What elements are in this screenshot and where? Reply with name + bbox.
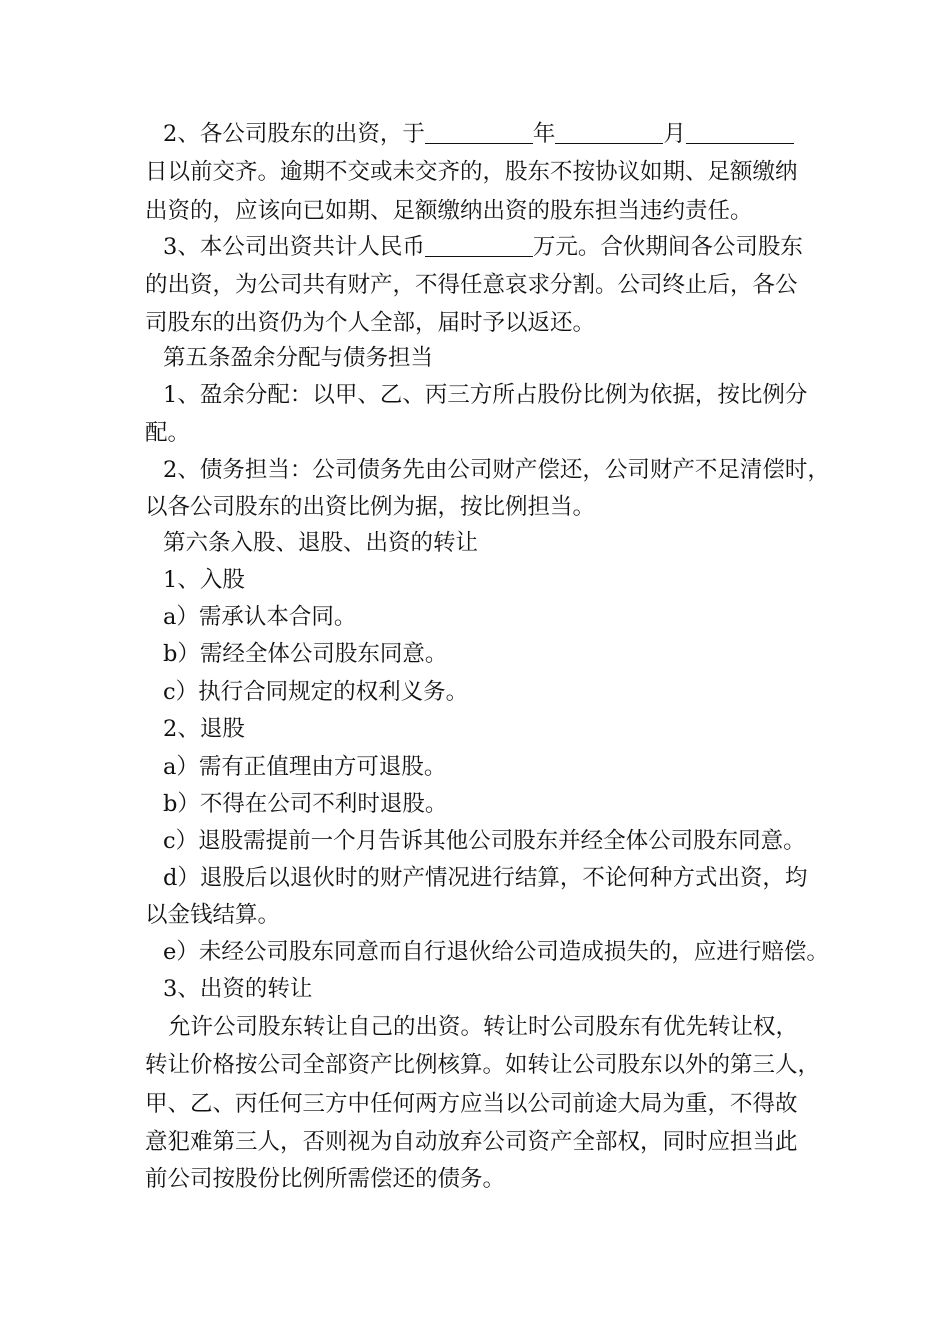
clause5-item1-line2: 配。 xyxy=(145,420,191,446)
clause5-item1-line1: 1、盈余分配：以甲、乙、丙三方所占股份比例为依据，按比例分 xyxy=(163,382,808,408)
join-item-c: c）执行合同规定的权利义务。 xyxy=(163,679,469,705)
clause5-item2-line1: 2、债务担当：公司债务先由公司财产偿还，公司财产不足清偿时， xyxy=(163,457,830,483)
amount-blank xyxy=(425,234,533,257)
transfer-title: 3、出资的转让 xyxy=(163,976,313,1002)
withdraw-item-d-line1: d）退股后以退伙时的财产情况进行结算，不论何种方式出资，均 xyxy=(163,865,808,891)
transfer-line1: 允许公司股东转让自己的出资。转让时公司股东有优先转让权， xyxy=(168,1014,799,1040)
clause4-item2-prefix: 2、各公司股东的出资，于 xyxy=(163,121,425,147)
clause4-item2-line1 xyxy=(163,121,794,147)
clause6-title: 第六条入股、退股、出资的转让 xyxy=(163,530,479,556)
clause4-item2-line3: 出资的，应该向已如期、足额缴纳出资的股东担当违约责任。 xyxy=(145,198,753,224)
clause4-item3-line3: 司股东的出资仍为个人全部，届时予以返还。 xyxy=(145,310,596,336)
withdraw-item-d-line2: 以金钱结算。 xyxy=(145,902,281,928)
year-blank xyxy=(425,121,533,144)
withdraw-item-e: e）未经公司股东同意而自行退伙给公司造成损失的，应进行赔偿。 xyxy=(163,939,829,965)
day-blank xyxy=(686,121,794,144)
withdraw-title: 2、退股 xyxy=(163,716,245,742)
year-label: 年 xyxy=(532,121,556,147)
join-title: 1、入股 xyxy=(163,567,245,593)
clause4-item3-suffix: 万元。合伙期间各公司股东 xyxy=(532,234,803,260)
clause4-item3-prefix: 3、本公司出资共计人民币 xyxy=(163,234,425,260)
clause4-item2-line2: 日以前交齐。逾期不交或未交齐的，股东不按协议如期、足额缴纳 xyxy=(145,159,798,185)
clause5-title: 第五条盈余分配与债务担当 xyxy=(163,345,434,371)
transfer-line5: 前公司按股份比例所需偿还的债务。 xyxy=(145,1166,506,1192)
withdraw-item-b: b）不得在公司不利时退股。 xyxy=(163,791,448,817)
clause4-item3-line2: 的出资，为公司共有财产，不得任意哀求分割。公司终止后，各公 xyxy=(145,272,798,298)
transfer-line2: 转让价格按公司全部资产比例核算。如转让公司股东以外的第三人， xyxy=(145,1052,821,1078)
clause4-item3-line1 xyxy=(163,234,803,260)
transfer-line3: 甲、乙、丙任何三方中任何两方应当以公司前途大局为重，不得故 xyxy=(145,1091,798,1117)
withdraw-item-c: c）退股需提前一个月告诉其他公司股东并经全体公司股东同意。 xyxy=(163,828,806,854)
month-label: 月 xyxy=(663,121,686,147)
join-item-b: b）需经全体公司股东同意。 xyxy=(163,641,448,667)
month-blank xyxy=(555,121,663,144)
clause5-item2-line2: 以各公司股东的出资比例为据，按比例担当。 xyxy=(145,494,596,520)
withdraw-item-a: a）需有正值理由方可退股。 xyxy=(163,754,447,780)
transfer-line4: 意犯难第三人，否则视为自动放弃公司资产全部权，同时应担当此 xyxy=(145,1129,798,1155)
join-item-a: a）需承认本合同。 xyxy=(163,604,357,630)
